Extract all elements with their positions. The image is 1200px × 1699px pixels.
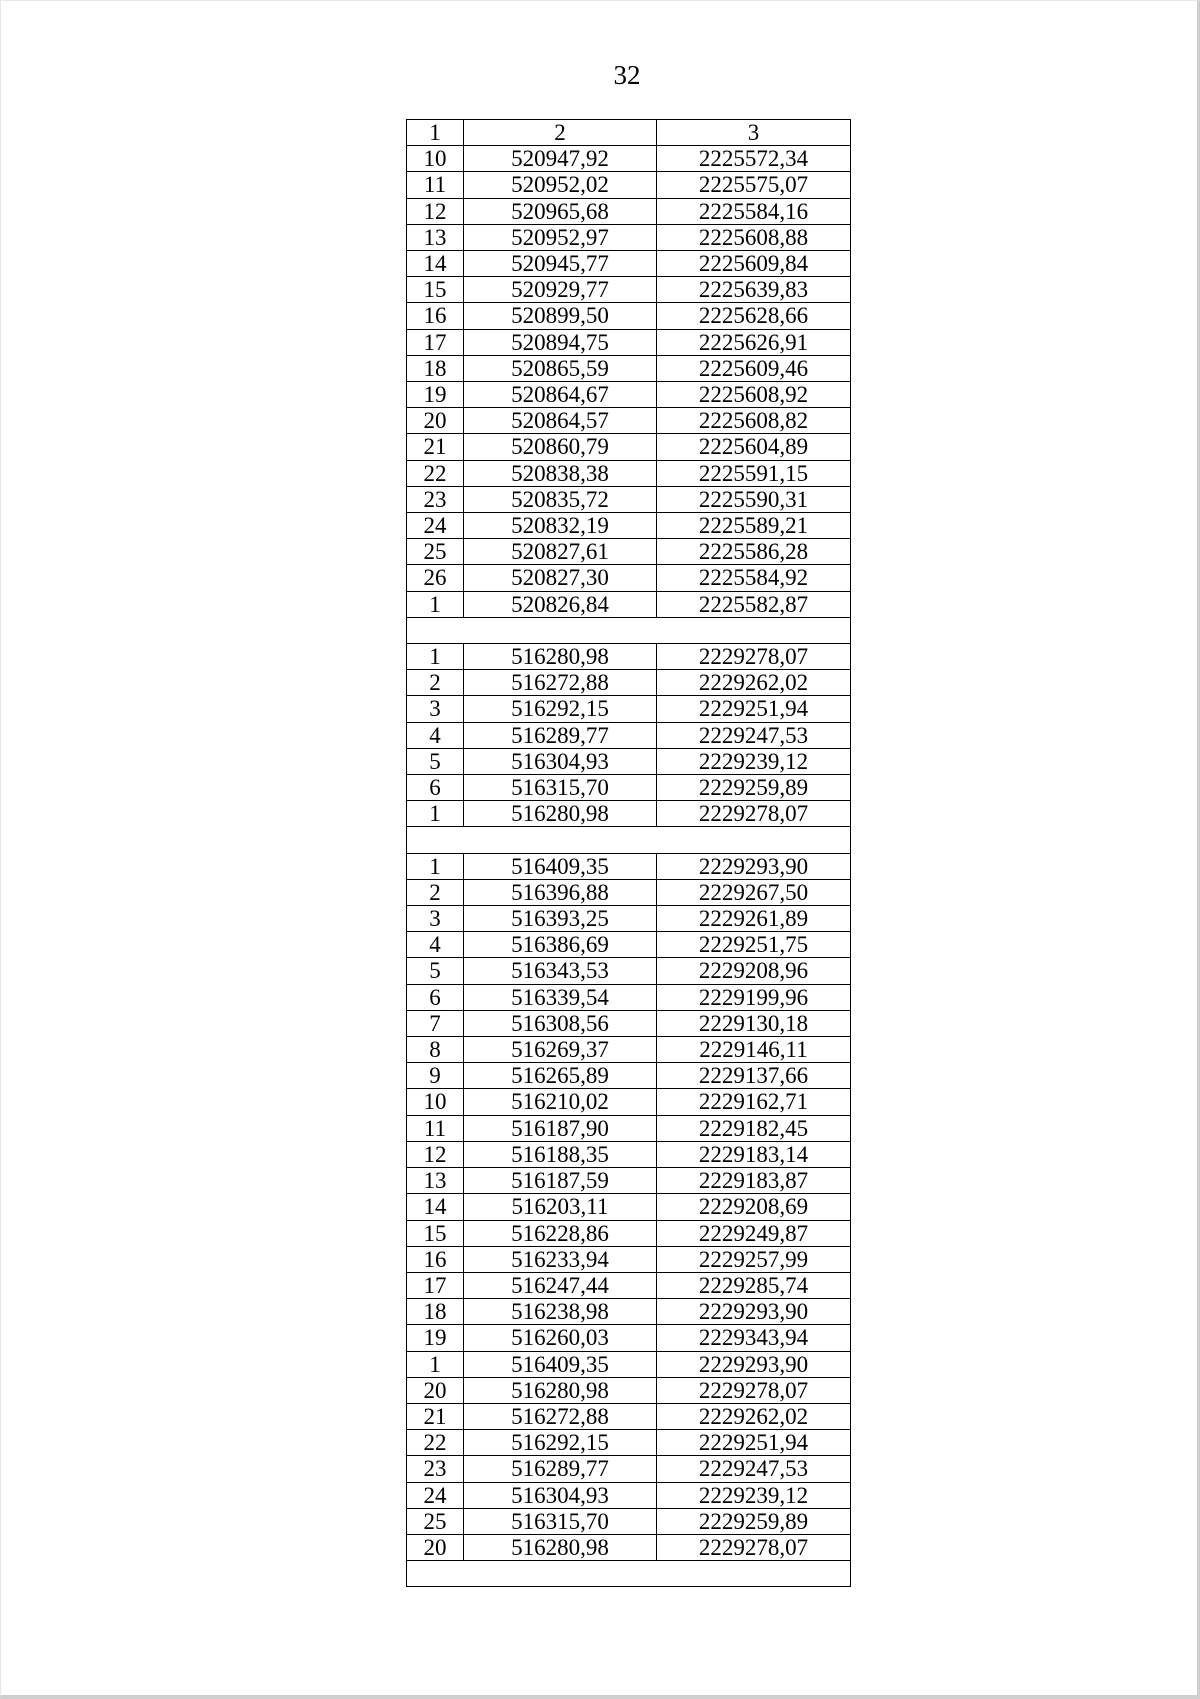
y-coordinate-cell: 2229285,74	[657, 1272, 851, 1298]
x-coordinate-cell: 520952,97	[464, 224, 657, 250]
y-coordinate-cell: 2229262,02	[657, 670, 851, 696]
table-row	[407, 1141, 851, 1167]
point-number-cell: 24	[407, 1482, 464, 1508]
header-cell-1: 1	[407, 120, 464, 146]
point-number-cell: 6	[407, 984, 464, 1010]
x-coordinate-cell: 516393,25	[464, 906, 657, 932]
y-coordinate-cell: 2225626,91	[657, 329, 851, 355]
x-coordinate-cell: 516280,98	[464, 644, 657, 670]
x-coordinate-cell: 520827,30	[464, 565, 657, 591]
y-coordinate-cell: 2225609,84	[657, 251, 851, 277]
separator-cell	[407, 827, 851, 853]
y-coordinate-cell: 2229251,75	[657, 932, 851, 958]
point-number-cell: 8	[407, 1037, 464, 1063]
y-coordinate-cell: 2229146,11	[657, 1037, 851, 1063]
y-coordinate-cell: 2229130,18	[657, 1010, 851, 1036]
table-row	[407, 670, 851, 696]
table-row	[407, 355, 851, 381]
table-row	[407, 198, 851, 224]
y-coordinate-cell: 2225584,16	[657, 198, 851, 224]
table-row	[407, 879, 851, 905]
x-coordinate-cell: 520864,67	[464, 382, 657, 408]
point-number-cell: 24	[407, 513, 464, 539]
x-coordinate-cell: 516292,15	[464, 696, 657, 722]
x-coordinate-cell: 520899,50	[464, 303, 657, 329]
x-coordinate-cell: 516210,02	[464, 1089, 657, 1115]
y-coordinate-cell: 2229199,96	[657, 984, 851, 1010]
x-coordinate-cell: 516280,98	[464, 801, 657, 827]
x-coordinate-cell: 516187,90	[464, 1115, 657, 1141]
point-number-cell: 19	[407, 1325, 464, 1351]
x-coordinate-cell: 516292,15	[464, 1430, 657, 1456]
y-coordinate-cell: 2225582,87	[657, 591, 851, 617]
x-coordinate-cell: 520945,77	[464, 251, 657, 277]
y-coordinate-cell: 2229293,90	[657, 853, 851, 879]
y-coordinate-cell: 2229293,90	[657, 1351, 851, 1377]
table-row	[407, 1089, 851, 1115]
point-number-cell: 11	[407, 172, 464, 198]
x-coordinate-cell: 516187,59	[464, 1168, 657, 1194]
x-coordinate-cell: 516308,56	[464, 1010, 657, 1036]
point-number-cell: 14	[407, 251, 464, 277]
y-coordinate-cell: 2229239,12	[657, 748, 851, 774]
y-coordinate-cell: 2229278,07	[657, 801, 851, 827]
y-coordinate-cell: 2225628,66	[657, 303, 851, 329]
table-row	[407, 408, 851, 434]
table-row	[407, 224, 851, 250]
block-separator-row	[407, 617, 851, 643]
point-number-cell: 12	[407, 1141, 464, 1167]
point-number-cell: 25	[407, 539, 464, 565]
point-number-cell: 4	[407, 722, 464, 748]
y-coordinate-cell: 2229183,87	[657, 1168, 851, 1194]
point-number-cell: 3	[407, 906, 464, 932]
x-coordinate-cell: 516265,89	[464, 1063, 657, 1089]
point-number-cell: 17	[407, 329, 464, 355]
x-coordinate-cell: 516280,98	[464, 1534, 657, 1560]
x-coordinate-cell: 516289,77	[464, 1456, 657, 1482]
table-row	[407, 1272, 851, 1298]
table-row	[407, 1115, 851, 1141]
point-number-cell: 1	[407, 801, 464, 827]
y-coordinate-cell: 2229239,12	[657, 1482, 851, 1508]
y-coordinate-cell: 2229293,90	[657, 1299, 851, 1325]
y-coordinate-cell: 2225608,92	[657, 382, 851, 408]
x-coordinate-cell: 516304,93	[464, 748, 657, 774]
point-number-cell: 16	[407, 1246, 464, 1272]
block-separator-row	[407, 1561, 851, 1587]
table-row	[407, 853, 851, 879]
x-coordinate-cell: 516289,77	[464, 722, 657, 748]
table-row	[407, 1377, 851, 1403]
y-coordinate-cell: 2229182,45	[657, 1115, 851, 1141]
table-row	[407, 1430, 851, 1456]
table-row	[407, 932, 851, 958]
point-number-cell: 18	[407, 355, 464, 381]
table-row	[407, 1194, 851, 1220]
y-coordinate-cell: 2229247,53	[657, 1456, 851, 1482]
x-coordinate-cell: 516280,98	[464, 1377, 657, 1403]
page-number: 32	[613, 60, 641, 90]
y-coordinate-cell: 2229183,14	[657, 1141, 851, 1167]
point-number-cell: 5	[407, 748, 464, 774]
y-coordinate-cell: 2229278,07	[657, 1534, 851, 1560]
x-coordinate-cell: 516272,88	[464, 670, 657, 696]
table-row	[407, 329, 851, 355]
x-coordinate-cell: 516396,88	[464, 879, 657, 905]
point-number-cell: 22	[407, 460, 464, 486]
table-header-row	[407, 120, 851, 146]
table-row	[407, 513, 851, 539]
y-coordinate-cell: 2229208,96	[657, 958, 851, 984]
point-number-cell: 13	[407, 1168, 464, 1194]
table-row	[407, 644, 851, 670]
table-row	[407, 382, 851, 408]
y-coordinate-cell: 2225639,83	[657, 277, 851, 303]
table-row	[407, 1508, 851, 1534]
x-coordinate-cell: 520860,79	[464, 434, 657, 460]
point-number-cell: 15	[407, 1220, 464, 1246]
y-coordinate-cell: 2229251,94	[657, 1430, 851, 1456]
point-number-cell: 20	[407, 408, 464, 434]
y-coordinate-cell: 2229247,53	[657, 722, 851, 748]
table-row	[407, 539, 851, 565]
x-coordinate-cell: 516269,37	[464, 1037, 657, 1063]
block-separator-row	[407, 827, 851, 853]
x-coordinate-cell: 520865,59	[464, 355, 657, 381]
point-number-cell: 12	[407, 198, 464, 224]
x-coordinate-cell: 516260,03	[464, 1325, 657, 1351]
table-row	[407, 434, 851, 460]
point-number-cell: 1	[407, 1351, 464, 1377]
y-coordinate-cell: 2229249,87	[657, 1220, 851, 1246]
x-coordinate-cell: 516343,53	[464, 958, 657, 984]
y-coordinate-cell: 2229162,71	[657, 1089, 851, 1115]
y-coordinate-cell: 2229259,89	[657, 775, 851, 801]
point-number-cell: 17	[407, 1272, 464, 1298]
table-row	[407, 775, 851, 801]
table-row	[407, 1063, 851, 1089]
x-coordinate-cell: 520826,84	[464, 591, 657, 617]
y-coordinate-cell: 2229278,07	[657, 1377, 851, 1403]
separator-cell	[407, 1561, 851, 1587]
point-number-cell: 20	[407, 1377, 464, 1403]
point-number-cell: 2	[407, 879, 464, 905]
point-number-cell: 1	[407, 853, 464, 879]
y-coordinate-cell: 2229251,94	[657, 696, 851, 722]
table-row	[407, 146, 851, 172]
y-coordinate-cell: 2225604,89	[657, 434, 851, 460]
table-row	[407, 1403, 851, 1429]
point-number-cell: 13	[407, 224, 464, 250]
x-coordinate-cell: 520952,02	[464, 172, 657, 198]
point-number-cell: 20	[407, 1534, 464, 1560]
x-coordinate-cell: 516409,35	[464, 853, 657, 879]
x-coordinate-cell: 516272,88	[464, 1403, 657, 1429]
table-row	[407, 1037, 851, 1063]
point-number-cell: 23	[407, 1456, 464, 1482]
x-coordinate-cell: 520864,57	[464, 408, 657, 434]
point-number-cell: 1	[407, 591, 464, 617]
separator-cell	[407, 617, 851, 643]
x-coordinate-cell: 520947,92	[464, 146, 657, 172]
y-coordinate-cell: 2229208,69	[657, 1194, 851, 1220]
point-number-cell: 22	[407, 1430, 464, 1456]
point-number-cell: 21	[407, 1403, 464, 1429]
point-number-cell: 21	[407, 434, 464, 460]
table-row	[407, 591, 851, 617]
x-coordinate-cell: 520929,77	[464, 277, 657, 303]
y-coordinate-cell: 2229261,89	[657, 906, 851, 932]
x-coordinate-cell: 520965,68	[464, 198, 657, 224]
x-coordinate-cell: 520838,38	[464, 460, 657, 486]
point-number-cell: 11	[407, 1115, 464, 1141]
table-row	[407, 906, 851, 932]
x-coordinate-cell: 516247,44	[464, 1272, 657, 1298]
x-coordinate-cell: 516228,86	[464, 1220, 657, 1246]
point-number-cell: 26	[407, 565, 464, 591]
x-coordinate-cell: 520827,61	[464, 539, 657, 565]
x-coordinate-cell: 516203,11	[464, 1194, 657, 1220]
y-coordinate-cell: 2229137,66	[657, 1063, 851, 1089]
point-number-cell: 14	[407, 1194, 464, 1220]
table-row	[407, 748, 851, 774]
y-coordinate-cell: 2225591,15	[657, 460, 851, 486]
table-row	[407, 1246, 851, 1272]
table-row	[407, 277, 851, 303]
table-row	[407, 1456, 851, 1482]
table-row	[407, 722, 851, 748]
point-number-cell: 10	[407, 1089, 464, 1115]
y-coordinate-cell: 2225608,82	[657, 408, 851, 434]
point-number-cell: 6	[407, 775, 464, 801]
y-coordinate-cell: 2229257,99	[657, 1246, 851, 1272]
x-coordinate-cell: 520832,19	[464, 513, 657, 539]
table-row	[407, 1220, 851, 1246]
x-coordinate-cell: 520894,75	[464, 329, 657, 355]
y-coordinate-cell: 2225609,46	[657, 355, 851, 381]
x-coordinate-cell: 520835,72	[464, 486, 657, 512]
x-coordinate-cell: 516409,35	[464, 1351, 657, 1377]
y-coordinate-cell: 2229259,89	[657, 1508, 851, 1534]
x-coordinate-cell: 516315,70	[464, 775, 657, 801]
table-row	[407, 958, 851, 984]
y-coordinate-cell: 2225586,28	[657, 539, 851, 565]
table-row	[407, 172, 851, 198]
x-coordinate-cell: 516339,54	[464, 984, 657, 1010]
table-row	[407, 460, 851, 486]
table-row	[407, 251, 851, 277]
table-row	[407, 801, 851, 827]
point-number-cell: 9	[407, 1063, 464, 1089]
table-row	[407, 1325, 851, 1351]
point-number-cell: 4	[407, 932, 464, 958]
y-coordinate-cell: 2225572,34	[657, 146, 851, 172]
coordinates-table	[406, 119, 851, 1587]
table-row	[407, 984, 851, 1010]
table-row	[407, 1168, 851, 1194]
point-number-cell: 10	[407, 146, 464, 172]
x-coordinate-cell: 516188,35	[464, 1141, 657, 1167]
x-coordinate-cell: 516304,93	[464, 1482, 657, 1508]
point-number-cell: 25	[407, 1508, 464, 1534]
x-coordinate-cell: 516233,94	[464, 1246, 657, 1272]
y-coordinate-cell: 2225589,21	[657, 513, 851, 539]
x-coordinate-cell: 516386,69	[464, 932, 657, 958]
table-row	[407, 1351, 851, 1377]
point-number-cell: 16	[407, 303, 464, 329]
point-number-cell: 18	[407, 1299, 464, 1325]
header-cell-2: 2	[464, 120, 657, 146]
y-coordinate-cell: 2225584,92	[657, 565, 851, 591]
x-coordinate-cell: 516315,70	[464, 1508, 657, 1534]
point-number-cell: 2	[407, 670, 464, 696]
coordinates-table-body	[407, 120, 851, 1587]
point-number-cell: 5	[407, 958, 464, 984]
y-coordinate-cell: 2229262,02	[657, 1403, 851, 1429]
point-number-cell: 15	[407, 277, 464, 303]
table-row	[407, 303, 851, 329]
table-row	[407, 1010, 851, 1036]
point-number-cell: 23	[407, 486, 464, 512]
y-coordinate-cell: 2225590,31	[657, 486, 851, 512]
table-row	[407, 1299, 851, 1325]
table-row	[407, 1534, 851, 1560]
table-row	[407, 696, 851, 722]
table-row	[407, 1482, 851, 1508]
y-coordinate-cell: 2229343,94	[657, 1325, 851, 1351]
point-number-cell: 7	[407, 1010, 464, 1036]
point-number-cell: 3	[407, 696, 464, 722]
y-coordinate-cell: 2225575,07	[657, 172, 851, 198]
table-row	[407, 486, 851, 512]
point-number-cell: 19	[407, 382, 464, 408]
table-row	[407, 565, 851, 591]
y-coordinate-cell: 2229278,07	[657, 644, 851, 670]
x-coordinate-cell: 516238,98	[464, 1299, 657, 1325]
point-number-cell: 1	[407, 644, 464, 670]
header-cell-3: 3	[657, 120, 851, 146]
y-coordinate-cell: 2225608,88	[657, 224, 851, 250]
y-coordinate-cell: 2229267,50	[657, 879, 851, 905]
